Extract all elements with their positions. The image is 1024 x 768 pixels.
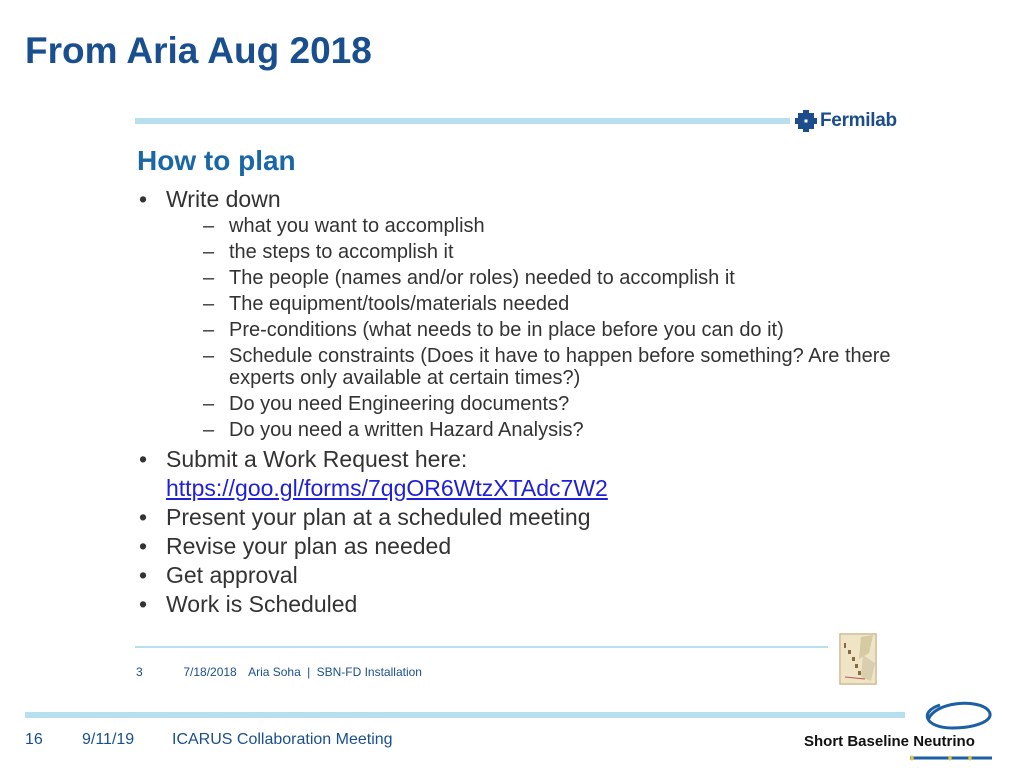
icarus-logo-icon <box>839 633 877 685</box>
bullet-write-down <box>137 185 897 441</box>
bullet-approval: • Get approval <box>137 561 897 590</box>
inner-footer-separator: | <box>307 665 311 679</box>
fermilab-wordmark: Fermilab <box>820 110 897 131</box>
top-rule <box>135 118 790 124</box>
fermilab-mark-icon <box>795 110 817 132</box>
bottom-accent-bar <box>25 712 905 718</box>
sub-item: – Do you need Engineering documents? <box>166 393 897 415</box>
sub-item: – Schedule constraints (Does it have to happen before something? Are there experts only available at certain times?) <box>166 345 897 389</box>
sub-item: – Do you need a written Hazard Analysis? <box>166 419 897 441</box>
inner-footer-date: 7/18/2018 <box>183 665 237 679</box>
inner-page-number: 3 <box>136 665 143 679</box>
sub-item: – Pre-conditions (what needs to be in place before you can do it) <box>166 319 897 341</box>
inner-footer <box>136 665 422 679</box>
sbn-orbit-icon <box>800 698 1000 766</box>
inner-footer-author: Aria Soha <box>248 665 301 679</box>
slide-date: 9/11/19 <box>82 731 135 748</box>
sbn-wordmark: Short Baseline Neutrino <box>804 733 975 750</box>
inner-footer-project: SBN-FD Installation <box>316 665 422 679</box>
bullet-work-request <box>137 445 897 503</box>
slide-number: 16 <box>25 731 43 748</box>
bullet-text: Write down <box>166 186 281 212</box>
work-request-link[interactable]: https://goo.gl/forms/7qgOR6WtzXTAdc7W2 <box>166 475 608 501</box>
sub-item: – The people (names and/or roles) needed to accomplish it <box>166 267 897 289</box>
sub-item: – The equipment/tools/materials needed <box>166 293 897 315</box>
bullet-list <box>137 185 897 619</box>
bullet-revise: • Revise your plan as needed <box>137 532 897 561</box>
sub-list <box>166 215 897 441</box>
bullet-text: Submit a Work Request here: <box>166 446 468 472</box>
inner-footer-rule <box>135 646 828 648</box>
inner-slide-title: How to plan <box>137 145 296 176</box>
plan-content <box>137 185 897 619</box>
bullet-scheduled: • Work is Scheduled <box>137 590 897 619</box>
slide-event: ICARUS Collaboration Meeting <box>172 731 393 748</box>
bullet-present: • Present your plan at a scheduled meeting <box>137 503 897 532</box>
fermilab-logo <box>795 110 897 132</box>
slide-title: From Aria Aug 2018 <box>25 30 372 71</box>
sub-item: – what you want to accomplish <box>166 215 897 237</box>
sub-item: – the steps to accomplish it <box>166 241 897 263</box>
